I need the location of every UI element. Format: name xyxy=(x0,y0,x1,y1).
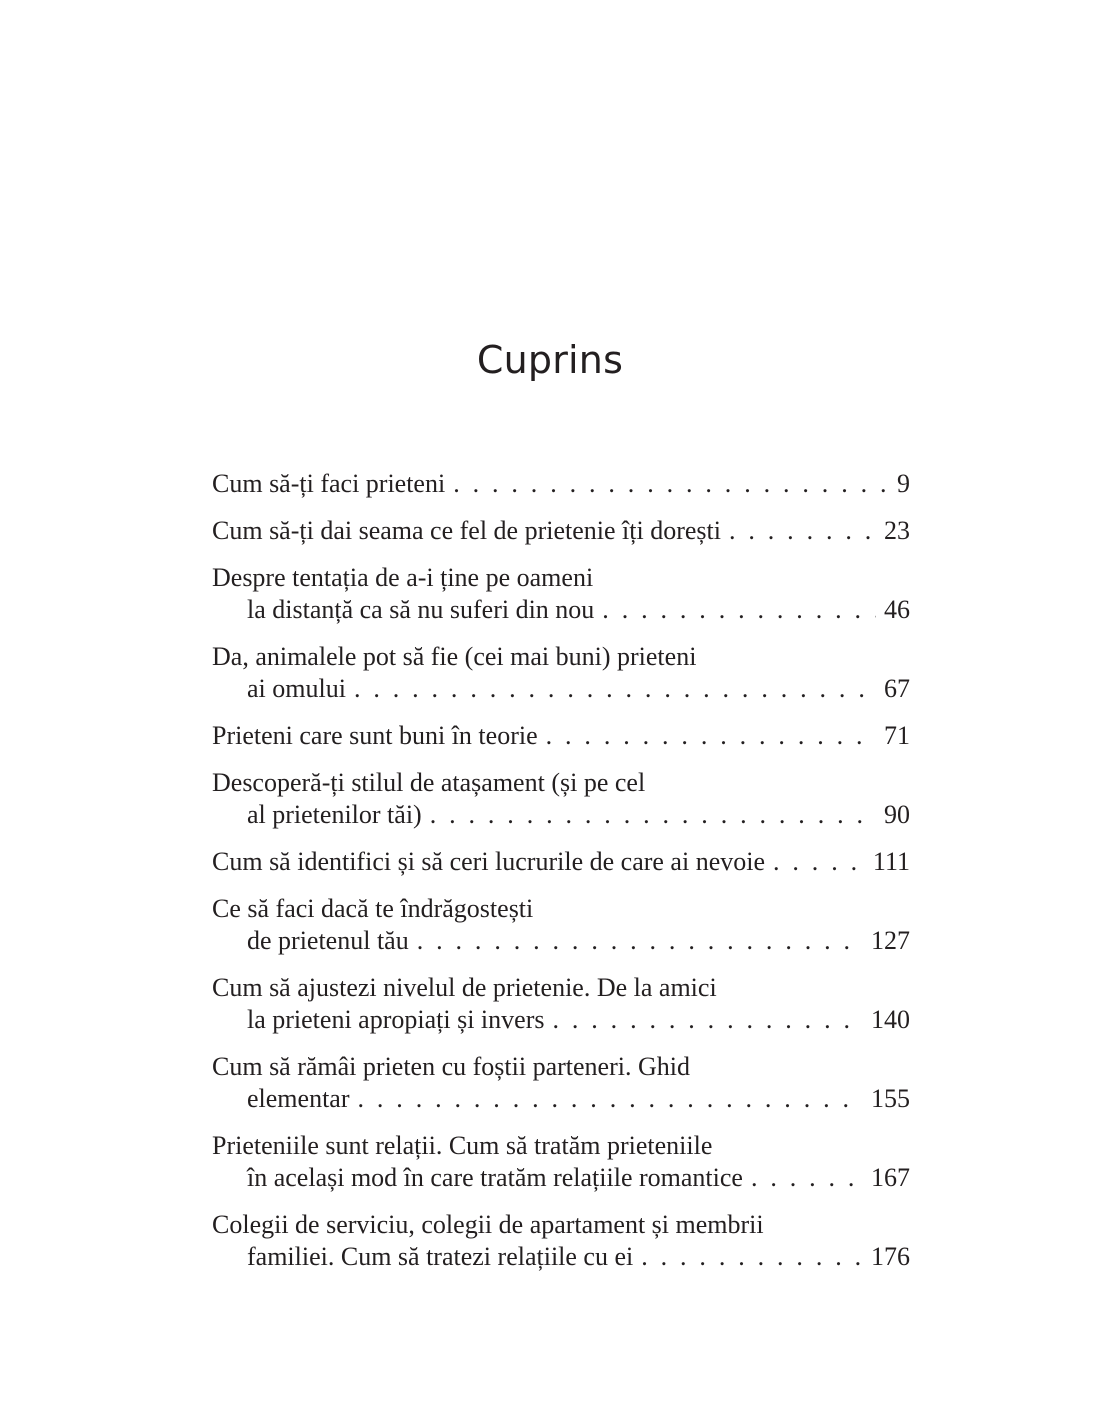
toc-entry xyxy=(212,468,910,500)
toc-entry-title: Prieteni care sunt buni în teorie xyxy=(212,721,538,750)
dot-leader xyxy=(546,720,876,752)
toc-entry xyxy=(212,846,910,878)
toc-entry-last-line xyxy=(212,1162,910,1194)
toc-entry-title: Cum să identifici și să ceri lucrurile de care ai nevoie xyxy=(212,847,765,876)
toc-page-number: 111 xyxy=(872,847,910,876)
toc-page-number: 71 xyxy=(884,721,910,750)
toc-page-number: 155 xyxy=(871,1084,910,1113)
toc-entry-title: Cum să-ți faci prieteni xyxy=(212,469,446,498)
toc-page-number: 9 xyxy=(897,469,910,498)
dot-leader xyxy=(354,673,876,705)
toc-entry xyxy=(212,720,910,752)
toc-entry xyxy=(212,972,910,1036)
table-of-contents xyxy=(212,468,910,1288)
dot-leader xyxy=(358,1083,864,1115)
toc-entry xyxy=(212,767,910,831)
toc-entry xyxy=(212,562,910,626)
toc-entry-title: la distanță ca să nu suferi din nou xyxy=(247,595,595,624)
toc-entry-last-line xyxy=(212,1241,910,1273)
dot-leader xyxy=(729,515,876,547)
toc-entry-line xyxy=(212,641,910,673)
toc-entry-line xyxy=(212,562,910,594)
dot-leader xyxy=(641,1241,863,1273)
toc-entry-line xyxy=(212,1051,910,1083)
toc-entry xyxy=(212,1209,910,1273)
dot-leader xyxy=(417,925,863,957)
toc-entry-title: de prietenul tău xyxy=(247,926,409,955)
dot-leader xyxy=(453,468,889,500)
toc-entry-last-line xyxy=(212,799,910,831)
toc-entry-line xyxy=(212,767,910,799)
dot-leader xyxy=(773,846,865,878)
toc-entry-title: al prietenilor tăi) xyxy=(247,800,422,829)
toc-entry-title: elementar xyxy=(247,1084,350,1113)
toc-entry-title: ai omului xyxy=(247,674,346,703)
toc-entry-line xyxy=(212,893,910,925)
dot-leader xyxy=(430,799,876,831)
toc-page-number: 23 xyxy=(884,516,910,545)
toc-entry-line xyxy=(212,972,910,1004)
toc-entry xyxy=(212,641,910,705)
toc-entry-last-line xyxy=(212,1083,910,1115)
toc-page-number: 127 xyxy=(871,926,910,955)
toc-entry-last-line xyxy=(212,925,910,957)
dot-leader xyxy=(552,1004,863,1036)
toc-page-number: 176 xyxy=(871,1242,910,1271)
toc-entry-last-line xyxy=(212,846,910,878)
toc-entry-title: Cum să rămâi prieten cu foștii parteneri. Ghid xyxy=(212,1052,690,1081)
toc-entry-title: Ce să faci dacă te îndrăgostești xyxy=(212,894,534,923)
toc-entry-last-line xyxy=(212,720,910,752)
toc-entry-last-line xyxy=(212,673,910,705)
page-title: Cuprins xyxy=(476,338,624,382)
toc-entry xyxy=(212,1051,910,1115)
toc-entry-last-line xyxy=(212,594,910,626)
toc-entry-line xyxy=(212,1130,910,1162)
toc-entry-title: în același mod în care tratăm relațiile romantice xyxy=(247,1163,743,1192)
dot-leader xyxy=(602,594,876,626)
toc-entry-title: Prieteniile sunt relații. Cum să tratăm prieteniile xyxy=(212,1131,713,1160)
toc-entry-last-line xyxy=(212,468,910,500)
toc-page-number: 46 xyxy=(884,595,910,624)
toc-entry-title: familiei. Cum să tratezi relațiile cu ei xyxy=(247,1242,634,1271)
toc-entry-title: Cum să-ți dai seama ce fel de prietenie îți dorești xyxy=(212,516,721,545)
toc-entry-line xyxy=(212,1209,910,1241)
toc-entry xyxy=(212,1130,910,1194)
toc-page-number: 67 xyxy=(884,674,910,703)
toc-page-number: 140 xyxy=(871,1005,910,1034)
toc-entry-title: Da, animalele pot să fie (cei mai buni) prieteni xyxy=(212,642,697,671)
dot-leader xyxy=(751,1162,863,1194)
toc-entry-title: Descoperă-ți stilul de atașament (și pe cel xyxy=(212,768,646,797)
toc-entry-last-line xyxy=(212,1004,910,1036)
toc-entry-title: Despre tentația de a-i ține pe oameni xyxy=(212,563,594,592)
toc-entry xyxy=(212,515,910,547)
toc-page-number: 90 xyxy=(884,800,910,829)
toc-entry-title: Cum să ajustezi nivelul de prietenie. De la amici xyxy=(212,973,717,1002)
toc-entry-last-line xyxy=(212,515,910,547)
toc-page-number: 167 xyxy=(871,1163,910,1192)
toc-entry-title: Colegii de serviciu, colegii de apartament și membrii xyxy=(212,1210,764,1239)
toc-entry-title: la prieteni apropiați și invers xyxy=(247,1005,545,1034)
toc-entry xyxy=(212,893,910,957)
